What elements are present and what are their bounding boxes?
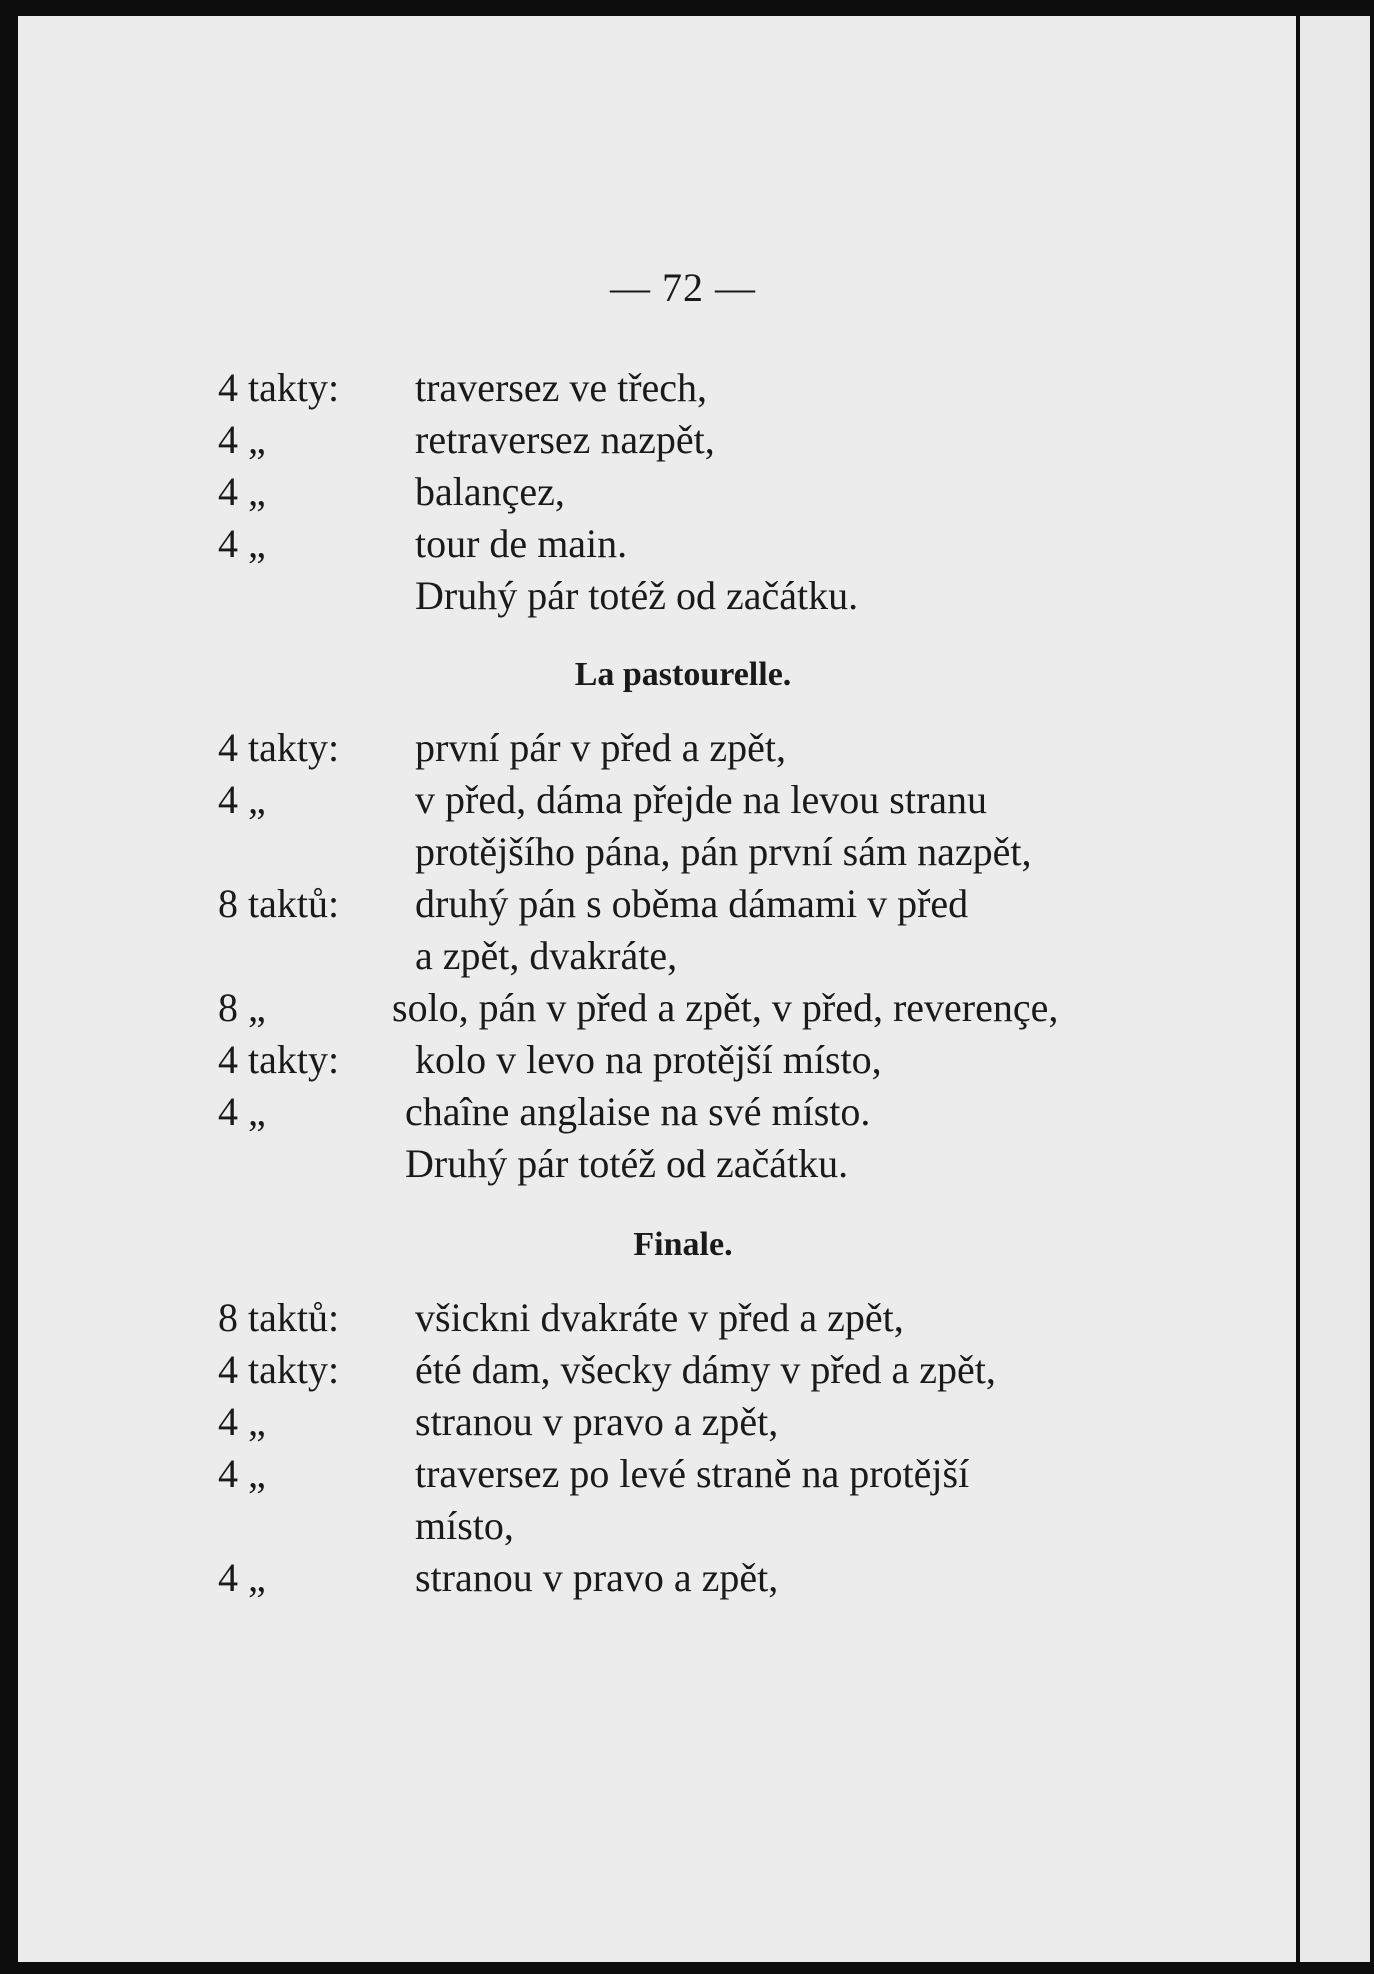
instruction-text: protějšího pána, pán první sám nazpět, <box>415 829 1032 874</box>
instruction-text: a zpět, dvakráte, <box>415 933 678 978</box>
measure-label: 8 „ <box>218 985 266 1030</box>
instruction-text: traversez ve třech, <box>415 365 708 410</box>
section-heading: La pastourelle. <box>574 656 792 693</box>
instruction-text: místo, <box>415 1503 514 1548</box>
instruction-text: stranou v pravo a zpět, <box>415 1399 779 1444</box>
instruction-text: stranou v pravo a zpět, <box>415 1555 779 1600</box>
measure-label: 4 „ <box>218 1555 266 1600</box>
instruction-text: Druhý pár totéž od začátku. <box>405 1141 849 1186</box>
measure-label: 8 taktů: <box>218 1295 340 1340</box>
measure-label: 4 „ <box>218 521 266 566</box>
instruction-text: Druhý pár totéž od začátku. <box>415 573 859 618</box>
instruction-text: traversez po levé straně na protější <box>415 1451 970 1496</box>
adjacent-page-edge <box>1300 16 1370 1962</box>
instruction-text: solo, pán v před a zpět, v před, reverençe, <box>392 985 1059 1030</box>
measure-label: 4 „ <box>218 417 266 462</box>
measure-label: 4 takty: <box>218 725 340 770</box>
instruction-text: retraversez nazpět, <box>415 417 715 462</box>
measure-label: 4 takty: <box>218 1347 340 1392</box>
book-page <box>18 16 1296 1962</box>
measure-label: 4 takty: <box>218 1037 340 1082</box>
instruction-text: chaîne anglaise na své místo. <box>405 1089 871 1134</box>
instruction-text: tour de main. <box>415 521 628 566</box>
instruction-text: kolo v levo na protější místo, <box>415 1037 882 1082</box>
instruction-text: été dam, všecky dámy v před a zpět, <box>415 1347 996 1392</box>
measure-label: 4 „ <box>218 777 266 822</box>
instruction-text: druhý pán s oběma dámami v před <box>415 881 969 926</box>
page-number: — 72 — <box>610 265 756 310</box>
measure-label: 4 „ <box>218 469 266 514</box>
instruction-text: balançez, <box>415 469 565 514</box>
instruction-text: první pár v před a zpět, <box>415 725 786 770</box>
measure-label: 4 „ <box>218 1399 266 1444</box>
measure-label: 4 takty: <box>218 365 340 410</box>
section-heading: Finale. <box>633 1226 733 1263</box>
instruction-text: všickni dvakráte v před a zpět, <box>415 1295 904 1340</box>
measure-label: 4 „ <box>218 1089 266 1134</box>
measure-label: 8 taktů: <box>218 881 340 926</box>
instruction-text: v před, dáma přejde na levou stranu <box>415 777 988 822</box>
measure-label: 4 „ <box>218 1451 266 1496</box>
